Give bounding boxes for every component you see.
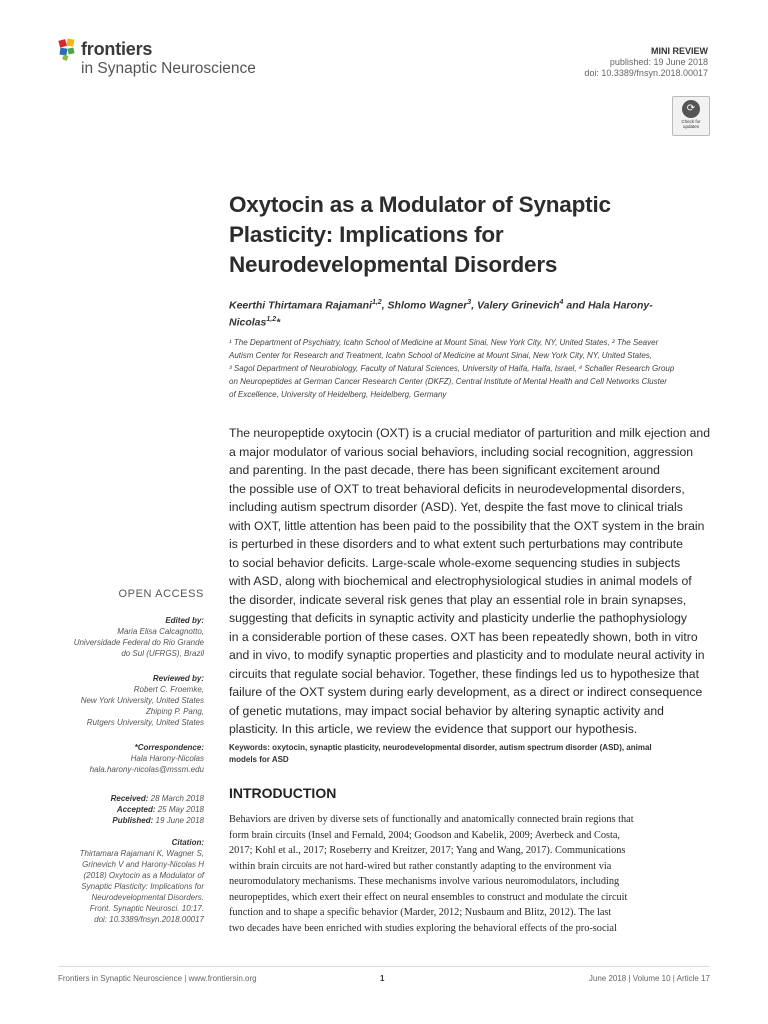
footer-issue: June 2018 | Volume 10 | Article 17 [588,974,710,983]
citation-label: Citation: [171,838,204,847]
editor-line: Maria Elisa Calcagnotto, [117,627,204,636]
editor-line: do Sul (UFRGS), Brazil [121,649,204,658]
open-access-label: OPEN ACCESS [118,588,204,600]
brand-name: frontiers [81,39,153,59]
author-name[interactable]: Shlomo Wagner [387,299,468,312]
accepted-value: 25 May 2018 [157,805,204,814]
edited-by-block [58,615,204,659]
abstract-line: in a considerable portion of these cases. OXT has been repeatedly shown, both in vitro [229,629,698,644]
section-heading-introduction: INTRODUCTION [229,785,337,801]
citation-line: Neurodevelopmental Disorders. [91,893,204,902]
author-affiliation-sup: 1,2 [371,299,382,306]
author-name[interactable]: Hala Harony-Nicolas [229,299,653,328]
abstract-line: to social behavior deficits. Large-scale whole-exome sequencing studies in subjects [229,555,681,570]
received-date [58,793,204,804]
intro-line: within brain circuits are not hard-wired but rather constantly adapting to the environment via [229,860,612,872]
abstract-line: the possible use of OXT to treat behavioral deficits in neurodevelopmental disorders, [229,481,685,496]
abstract-line: is perturbed in these disorders and to what extent such perturbations may contribute [229,537,683,551]
frontiers-logo-icon [58,38,80,62]
author-separator: , [471,299,478,312]
affiliation-line: Autism Center for Research and Treatment, Icahn School of Medicine at Mount Sinai, New York City, NY, United States, [229,351,653,360]
reviewer-line: Zhiping P. Pang, [145,707,204,716]
footer-journal[interactable]: Frontiers in Synaptic Neuroscience | www.frontiersin.org [58,974,257,983]
citation-line: Synaptic Plasticity: Implications for [81,882,204,891]
correspondence-name: Hala Harony-Nicolas [130,754,204,763]
abstract-line: of genetic mutations, may impact social behavior by altering synaptic activity and [229,703,664,718]
intro-line: Behaviors are driven by diverse sets of functionally and anatomically connected brain regions that [229,814,634,825]
intro-line: neuromodulatory mechanisms. These mechanisms involve various neuromodulators, including [229,876,620,887]
abstract-line: with OXT, little attention has been paid to the possibility that the OXT system in the brain [229,518,705,533]
abstract-line: the disorder, indicate several risk genes that play an essential role in brain synapses, [229,592,687,607]
reviewer-line: Robert C. Froemke, [133,685,204,694]
correspondence-label: *Correspondence: [134,743,204,752]
edited-by-label: Edited by: [165,616,204,625]
title-line: Plasticity: Implications for [229,222,504,247]
published-date-side [58,815,204,826]
author-affiliation-sup: 3 [467,299,472,306]
author-list [229,296,699,329]
reviewer-line: New York University, United States [80,696,204,705]
article-type: MINI REVIEW [650,46,708,56]
abstract-line: and in vivo, to modify synaptic properties and plasticity and to modulate neural activity in [229,648,705,662]
author-separator: * [276,316,281,328]
abstract-line: failure of the OXT system during early development, as a direct or indirect consequence [229,685,703,699]
abstract-line: with ASD, along with biochemical and electrophysiological studies in animal models of [229,574,692,588]
article-meta [584,46,708,79]
title-line: Oxytocin as a Modulator of Synaptic [229,192,611,217]
author-affiliation-sup: 1,2 [266,315,277,323]
doi-link[interactable]: doi: 10.3389/fnsyn.2018.00017 [584,68,708,78]
journal-logo[interactable] [58,38,288,82]
abstract [229,424,709,739]
affiliation-line: on Neuropeptides at German Cancer Research Center (DKFZ), Central Institute of Mental Health and Cell Networks Cluster [229,377,667,386]
title-line: Neurodevelopmental Disorders [229,252,558,277]
keywords-label: Keywords: [229,743,270,752]
abstract-line: including autism spectrum disorder (ASD). Yet, despite the fast move to clinical trials [229,500,683,514]
author-name[interactable]: Keerthi Thirtamara Rajamani [229,299,372,312]
page-number: 1 [380,974,385,983]
author-separator: , [381,299,388,312]
check-for-updates-button[interactable] [672,96,710,136]
keywords [229,742,709,766]
citation-line: (2018) Oxytocin as a Modulator of [83,871,204,880]
abstract-line: The neuropeptide oxytocin (OXT) is a crucial mediator of parturition and milk ejection and [229,426,710,440]
published-value: 19 June 2018 [155,816,204,825]
published-label: Published: [112,816,154,825]
intro-line: 2017; Kohl et al., 2017; Roseberry and Kreitzer, 2017; Yang and Wang, 2017). Communications [229,845,626,856]
citation-line: Thirtamara Rajamani K, Wagner S, [79,849,204,858]
intro-line: function and to shape a specific behavior (Marder, 2012; Nusbaum and Blitz, 2012). The last [229,907,612,918]
reviewed-by-block [58,673,204,728]
citation-line: Front. Synaptic Neurosci. 10:17. [89,904,204,913]
reviewed-by-label: Reviewed by: [152,674,204,683]
correspondence-email[interactable]: hala.harony-nicolas@mssm.edu [89,765,204,774]
citation-line: Grinevich V and Harony-Nicolas H [82,860,204,869]
citation-line: doi: 10.3389/fnsyn.2018.00017 [94,915,204,924]
footer-divider [58,966,710,967]
journal-name: in Synaptic Neuroscience [81,60,256,77]
received-label: Received: [110,794,149,803]
keywords-text: oxytocin, synaptic plasticity, neurodevelopmental disorder, autism spectrum disorder (ASD), animal [272,743,652,752]
author-separator: and [563,299,588,312]
accepted-date [58,804,204,815]
affiliation-line: ¹ The Department of Psychiatry, Icahn School of Medicine at Mount Sinai, New York City, NY, United States, ² The Seaver [229,338,659,347]
abstract-line: circuits that regulate social behavior. Together, these findings led us to hypothesize that [229,666,699,681]
received-value: 28 March 2018 [150,794,204,803]
keywords-text: models for ASD [229,755,289,764]
affiliation-line: of Excellence, University of Heidelberg, Heidelberg, Germany [229,390,447,399]
correspondence-block [58,742,204,775]
affiliation-line: ³ Sagol Department of Neurobiology, Faculty of Natural Sciences, University of Haifa, Haifa, Israel, ⁴ Schaller Research Group [229,364,675,373]
published-date: published: 19 June 2018 [609,57,708,67]
intro-line: two decades have been enriched with studies exploring the behavioral effects of the pro-social [229,922,617,934]
abstract-line: a major modulator of various social behaviors, including social recognition, aggression [229,444,694,459]
article-title [229,190,709,280]
introduction-body [229,812,709,936]
editor-line: Universidade Federal do Rio Grande [73,638,204,647]
affiliations [229,336,709,401]
intro-line: neuropeptides, which exert their effect on neural ensembles to construct and modulate the circuit [229,891,628,903]
refresh-icon: ⟳ [682,100,700,118]
citation-block [58,837,204,925]
abstract-line: and parenting. In the past decade, there has been significant excitement around [229,463,660,477]
reviewer-line: Rutgers University, United States [86,718,204,727]
author-affiliation-sup: 4 [559,299,564,306]
accepted-label: Accepted: [116,805,156,814]
dates-block [58,793,204,826]
check-updates-label: Check for updates [681,119,701,129]
author-name[interactable]: Valery Grinevich [477,299,560,312]
intro-line: form brain circuits (Insel and Fernald, 2004; Goodson and Kabelik, 2009; Averbeck and Costa, [229,829,620,841]
abstract-line: plasticity. In this article, we review the evidence that support our hypothesis. [229,722,638,736]
abstract-line: suggesting that deficits in synaptic activity and plasticity underlie the pathophysiology [229,611,687,625]
